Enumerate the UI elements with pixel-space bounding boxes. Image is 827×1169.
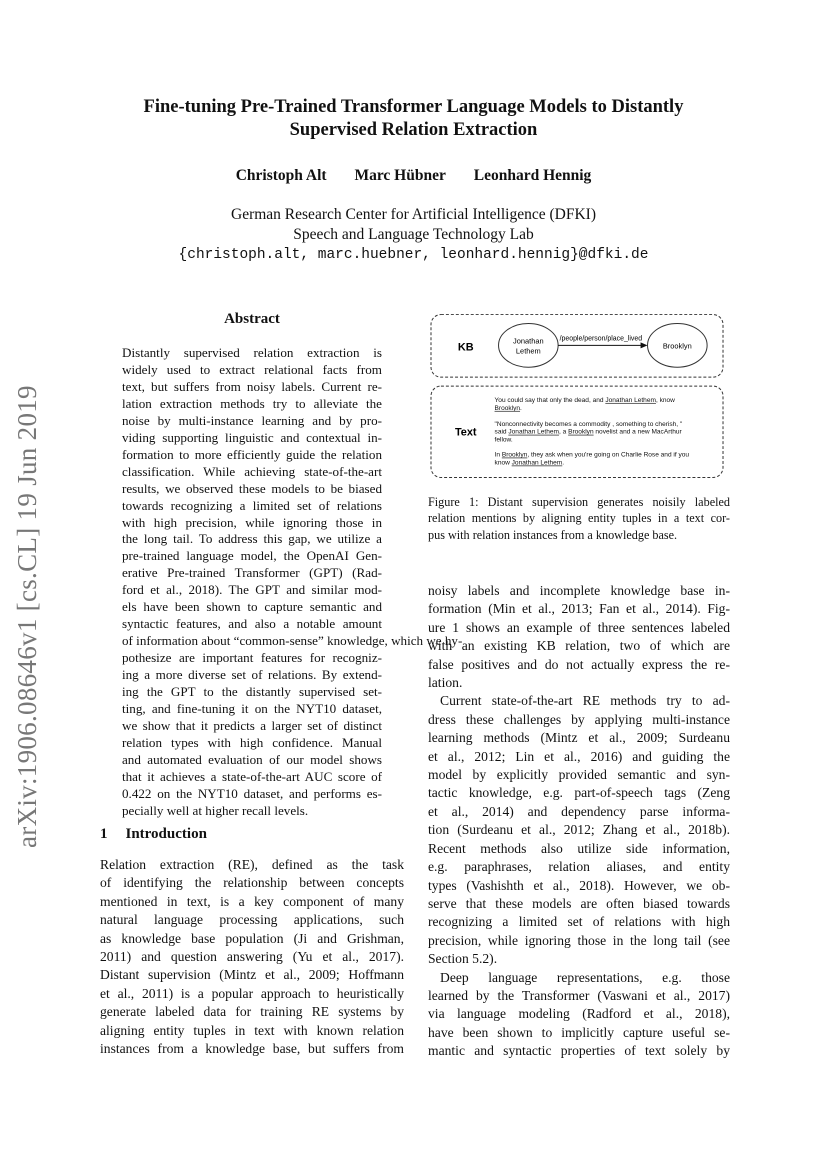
body-line: model by explicitly provided semantic and syn- [428,767,730,783]
sentence-2-line-1: "Nonconnectivity becomes a commodity , something to cherish, " [494,420,683,428]
abstract-line: the long tail. To address this gap, we utilize a [122,531,382,547]
abstract-line: noise by multi-instance learning and by pro- [122,412,382,428]
abstract-line: 0.422 on the NYT10 dataset, and performs es- [122,785,382,801]
body-line: false positives and do not actually express the re- [428,656,730,672]
intro-line: generate labeled data for training RE systems by [100,1004,404,1020]
body-line: recognizing a limited set of relations with high [428,914,730,930]
abstract-body [122,345,463,820]
body-line: via language modeling (Radford et al., 2018), [428,1006,730,1022]
body-line: have been shown to implicitly capture useful se- [428,1024,730,1040]
entity-tail-label: Brooklyn [662,341,692,351]
abstract-line: that it achieves a state-of-the-art AUC score of [122,768,382,784]
body-line: mantic and syntactic properties of text solely by [428,1043,730,1059]
author-2: Marc Hübner [354,167,446,184]
body-line: ure 1 shows an example of three sentences labeled [428,619,730,635]
section-number: 1 [100,826,108,842]
s2-entity-tail: Brooklyn [568,428,594,436]
title-line-2: Supervised Relation Extraction [289,120,538,140]
abstract-line: formation to more efficiently guide the relation [122,446,382,462]
kb-label: KB [457,341,474,354]
abstract-line-part: erative Pre-trained Transformer (GPT) (Rad- [122,565,382,581]
arrow-head-icon [641,342,648,348]
s3-text-3: know [494,459,512,467]
abstract-line: relation types with high confidence. Manual [122,734,382,750]
sentence-3-line-2 [495,460,565,467]
author-list [80,167,747,185]
intro-line: mentioned in text, is a key component of many [100,893,404,909]
body-line: formation (Min et al., 2013; Fan et al., 2014). Fig- [428,601,730,617]
intro-line: et al., 2011) is a popular approach to heuristically [100,985,404,1001]
section-heading [100,826,207,843]
abstract-line: ford et al., 2018). The GPT and similar mod- [122,582,382,598]
body-line: with an existing KB relation, two of which are [428,638,730,654]
intro-line: of identifying the relationship between concepts [100,875,404,891]
body-line: et al., 2012; Lin et al., 2016) and guiding the [428,748,730,764]
abstract-line: pecially well at higher recall levels. [122,802,309,818]
abstract-line: ting, and fine-tuning it on the NYT10 dataset, [122,701,382,717]
title-line-1: Fine-tuning Pre-Trained Transformer Language Models to Distantly [143,97,684,117]
body-line: Recent methods also utilize side information, [428,840,730,856]
abstract-heading: Abstract [224,311,280,327]
body-line: lation. [428,675,463,691]
affiliation-org: German Research Center for Artificial Intelligence (DFKI) [231,206,596,223]
sentence-1-line-1 [495,397,676,404]
figure-1 [430,313,725,483]
figure-1-caption [428,494,730,543]
abstract-line: of information about “common-sense” knowledge, which we hy- [122,633,463,649]
intro-line: aligning entity tuples in text with known relation [100,1022,404,1038]
body-line: tactic knowledge, e.g. part-of-speech tags (Zeng [428,785,730,801]
abstract-line: Distantly supervised relation extraction is [122,345,382,360]
abstract-line: classification. While achieving state-of-the-art [122,463,382,479]
intro-line: 2011) and question answering (Yu et al., 2017). [100,949,404,965]
s3-text-2: , they ask when you're going on Charlie Rose and if you [527,451,690,459]
s1-entity-head: Jonathan Lethem [605,396,656,404]
intro-line: instances from a knowledge base, but suffers from [100,1041,404,1057]
abstract-line: results, we observed these models to be biased [122,480,382,496]
sentence-2-line-2 [495,429,683,436]
caption-line: relation mentions by aligning entity tuples in a text cor- [428,511,730,526]
entity-head-label-2: Lethem [515,346,541,356]
body-line: learning methods (Mintz et al., 2009; Surdeanu [428,730,730,746]
body-line: dress these challenges by applying multi-instance [428,711,730,727]
abstract-line: ing the GPT to the distantly supervised set- [122,684,382,700]
abstract-line: ing a more diverse set of relations. By extend- [122,667,382,683]
affiliation [80,205,747,265]
right-column [428,582,730,1061]
s1-text-3: . [520,404,522,412]
intro-line: as knowledge base population (Ji and Grishman, [100,930,404,946]
abstract-line: pothesize are important features for recogniz- [122,650,382,666]
section-title: Introduction [125,826,207,842]
arxiv-stamp: arXiv:1906.08646v1 [cs.CL] 19 Jun 2019 [12,385,42,848]
s1-entity-tail: Brooklyn [494,404,521,412]
abstract-line: syntactic features, and also a notable amount [122,616,382,632]
text-label: Text [454,426,477,439]
s2-text: said [494,428,509,436]
intro-line: Relation extraction (RE), defined as the task [100,857,404,872]
s1-text: You could say that only the dead, and [494,396,606,404]
abstract-line: text, but suffers from noisy labels. Current re- [122,378,382,394]
abstract-line: lation extraction methods try to alleviate the [122,395,382,411]
abstract-line: widely used to extract relational facts from [122,361,382,377]
s2-text-3: novelist and a new MacArthur [593,428,682,436]
affiliation-lab: Speech and Language Technology Lab [293,226,534,243]
body-line: Deep language representations, e.g. those [440,969,730,985]
body-line: learned by the Transformer (Vaswani et al., 2017) [428,987,730,1003]
author-emails: {christoph.alt, marc.huebner, leonhard.hennig}@dfki.de [178,247,649,263]
body-line: Section 5.2). [428,951,498,967]
s2-text-2: , a [559,428,569,436]
body-line: Current state-of-the-art RE methods try to ad- [440,693,730,709]
abstract-line: towards recognizing a limited set of relations [122,497,382,513]
intro-line: Distant supervision (Mintz et al., 2009; Hoffmann [100,967,404,983]
body-line: types (Vashishth et al., 2018). However, we ob- [428,877,730,893]
body-line: serve that these models are often biased towards [428,895,730,911]
body-line: precision, while ignoring those in the long tail (see [428,932,730,948]
paper-title [80,96,747,142]
s3-entity-tail: Brooklyn [501,451,528,459]
abstract-line: and automated evaluation of our model shows [122,751,382,767]
s2-entity-head: Jonathan Lethem [508,428,560,436]
abstract-line: with high precision, while ignoring those in [122,514,382,530]
sentence-2-line-3: fellow. [494,436,513,444]
body-line: e.g. paraphrases, relation aliases, and entity [428,859,730,875]
abstract-line: els have been shown to capture semantic and [122,599,382,615]
sentence-3-line-1 [495,452,690,459]
author-3: Leonhard Hennig [473,167,592,184]
abstract-line: viding supporting linguistic and contextual in- [122,429,382,445]
body-line: tion (Surdeanu et al., 2012; Zhang et al., 2018b). [428,822,730,838]
abstract-line: pre-trained language model, the OpenAI Gen- [122,548,382,564]
caption-line: pus with relation instances from a knowledge base. [428,527,678,542]
caption-line: Figure 1: Distant supervision generates noisily labeled [428,495,730,509]
intro-left-column [100,856,404,1058]
abstract-line [122,565,382,582]
entity-head-label-1: Jonathan [513,336,544,346]
abstract-line: we show that it predicts a larger set of distinct [122,717,382,733]
s1-text-2: , know [655,396,675,404]
body-line: et al., 2014) and dependency parse informa- [428,803,730,819]
author-1: Christoph Alt [235,167,327,184]
s3-text: In [494,451,502,459]
s3-entity-head: Jonathan Lethem [511,459,563,467]
intro-line: natural language processing applications, such [100,912,404,928]
s3-text-4: . [562,459,565,467]
sentence-1-line-2 [495,405,522,412]
relation-label: /people/person/place_lived [559,335,643,343]
body-line: noisy labels and incomplete knowledge base in- [428,583,730,598]
